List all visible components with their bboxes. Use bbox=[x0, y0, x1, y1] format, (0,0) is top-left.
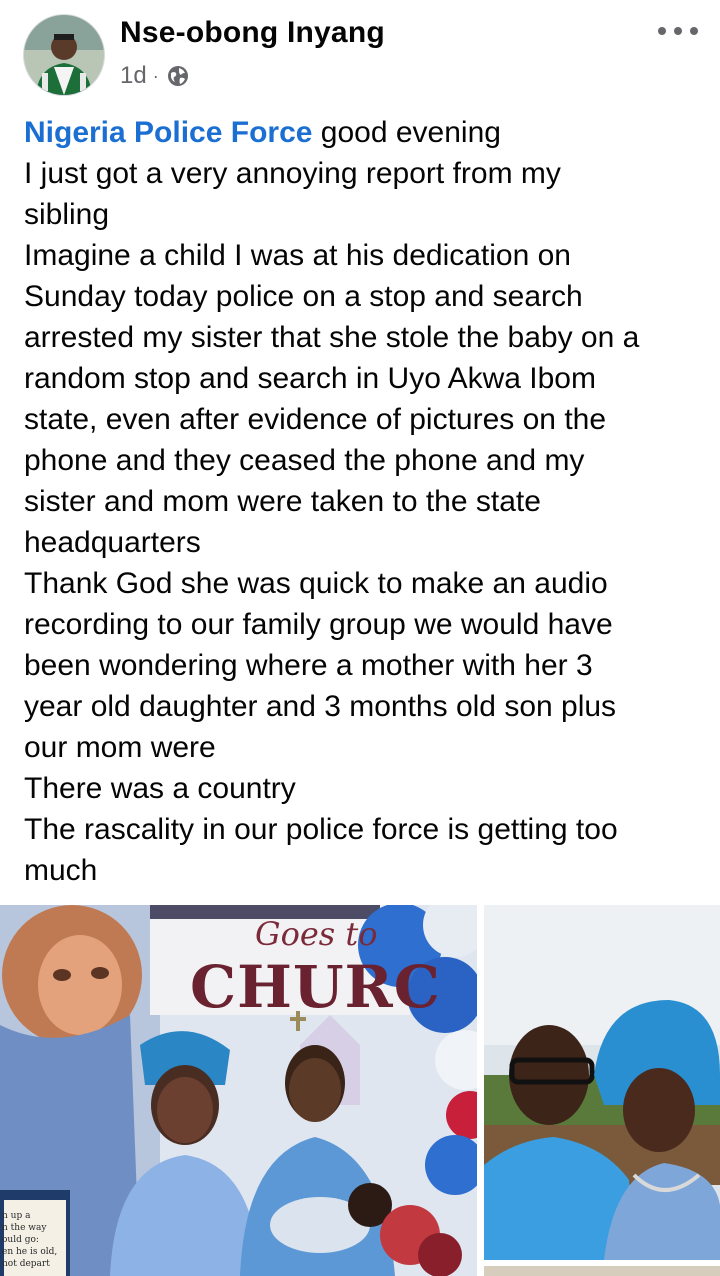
post-text-line: state, even after evidence of pictures on the bbox=[24, 403, 607, 436]
more-options-icon bbox=[658, 27, 666, 35]
post-text-line: The rascality in our police force is getting too bbox=[24, 813, 618, 846]
post-text-line: I just got a very annoying report from my bbox=[24, 157, 561, 190]
author-name[interactable]: Nse-obong Inyang bbox=[120, 16, 385, 49]
plaque-line: ould go: bbox=[2, 1235, 39, 1245]
post-text-line bbox=[24, 112, 699, 153]
post-text-line: sibling bbox=[24, 198, 110, 231]
post-text-segment: good evening bbox=[312, 116, 501, 149]
post-text-line: headquarters bbox=[24, 526, 201, 559]
post-photo-couple[interactable] bbox=[484, 905, 720, 1260]
post-text-line: recording to our family group we would have bbox=[24, 608, 613, 641]
globe-icon[interactable] bbox=[167, 65, 189, 87]
banner-script-text: Goes to bbox=[255, 915, 378, 953]
plaque-line: en he is old, bbox=[2, 1247, 58, 1257]
post-text-line: Sunday today police on a stop and search bbox=[24, 280, 583, 313]
post-text bbox=[24, 112, 699, 891]
mention-link[interactable]: Nigeria Police Force bbox=[24, 116, 313, 149]
meta-separator: · bbox=[152, 65, 159, 86]
post-photo-strip[interactable] bbox=[484, 1266, 720, 1276]
more-options-dot bbox=[690, 27, 698, 35]
plaque-line: n the way bbox=[2, 1223, 47, 1233]
post-text-line: Imagine a child I was at his dedication on bbox=[24, 239, 571, 272]
banner-title-text: CHURC bbox=[190, 953, 441, 1021]
post-text-line: our mom were bbox=[24, 731, 216, 764]
plaque-line: n up a bbox=[2, 1211, 31, 1221]
plaque-line: not depart bbox=[2, 1259, 50, 1269]
post-text-line: year old daughter and 3 months old son plus bbox=[24, 690, 617, 723]
plaque-text bbox=[2, 1210, 68, 1270]
post-text-line: There was a country bbox=[24, 772, 296, 805]
post-photo-church-banner[interactable] bbox=[0, 905, 477, 1276]
post-text-line: arrested my sister that she stole the baby on a bbox=[24, 321, 640, 354]
post-text-line: phone and they ceased the phone and my bbox=[24, 444, 585, 477]
post-meta bbox=[120, 61, 189, 91]
post-header bbox=[0, 0, 720, 110]
post-text-line: Thank God she was quick to make an audio bbox=[24, 567, 608, 600]
post-text-line: much bbox=[24, 854, 98, 887]
more-options-button[interactable] bbox=[658, 16, 698, 46]
post-text-line: been wondering where a mother with her 3 bbox=[24, 649, 593, 682]
avatar[interactable] bbox=[24, 15, 104, 95]
post-text-line: random stop and search in Uyo Akwa Ibom bbox=[24, 362, 596, 395]
more-options-dot bbox=[674, 27, 682, 35]
post-time[interactable]: 1d bbox=[120, 62, 147, 89]
post-text-line: sister and mom were taken to the state bbox=[24, 485, 541, 518]
